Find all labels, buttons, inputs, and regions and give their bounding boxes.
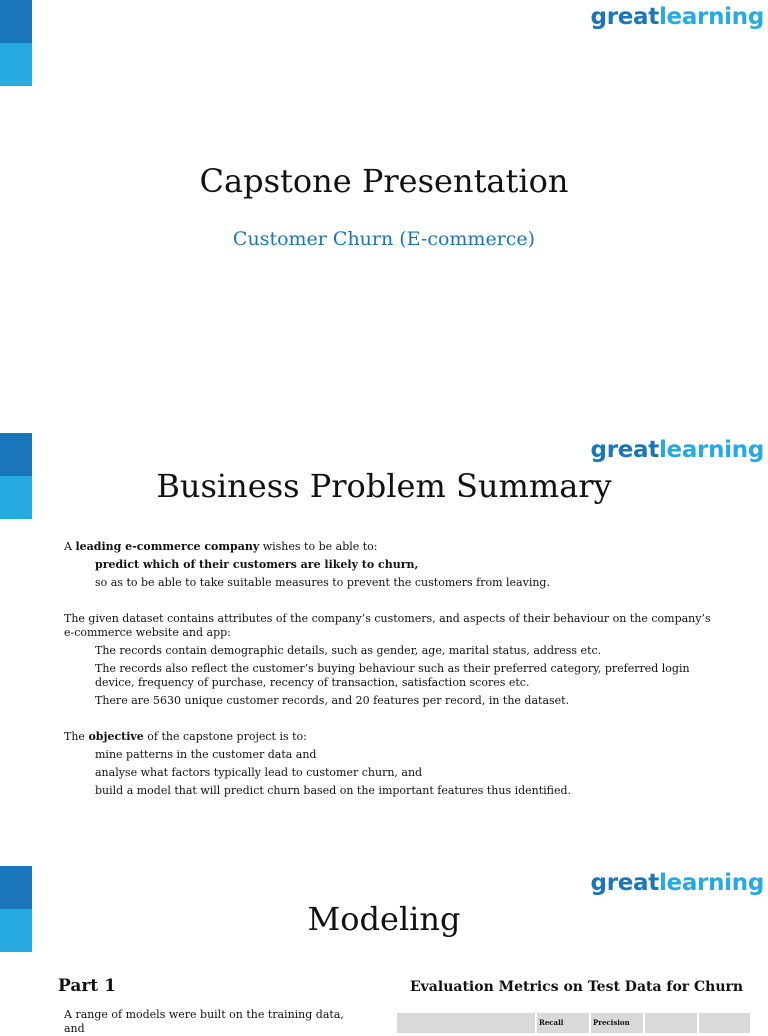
slide-modeling: [0, 866, 768, 1035]
metrics-table-title: Evaluation Metrics on Test Data for Churn: [410, 979, 744, 995]
column-divider: [643, 1013, 645, 1033]
accent-bar-dark: [0, 0, 32, 43]
dataset-point: The records also reflect the customer’s buying behaviour such as their preferred category, preferred login device, frequency of purchase, recency of transaction, satisfaction scores etc.: [95, 662, 690, 689]
column-header-precision: Precision: [593, 1018, 630, 1027]
greatlearning-logo: greatlearning: [590, 870, 764, 896]
presentation-subtitle: Customer Churn (E-commerce): [232, 228, 536, 250]
column-divider: [697, 1013, 699, 1033]
objective-point: build a model that will predict churn based on the important features thus identified.: [95, 784, 572, 797]
dataset-point: There are 5630 unique customer records, and 20 features per record, in the dataset.: [95, 694, 570, 707]
column-divider: [589, 1013, 591, 1033]
column-divider: [535, 1013, 537, 1033]
greatlearning-logo: greatlearning: [590, 437, 764, 463]
objective-point: mine patterns in the customer data and: [95, 748, 317, 761]
accent-bar-light: [0, 43, 32, 86]
goal-rest-line: so as to be able to take suitable measures to prevent the customers from leaving.: [95, 576, 550, 589]
metrics-table-header: [397, 1013, 750, 1033]
slide-title: [0, 0, 768, 433]
greatlearning-logo: greatlearning: [590, 4, 764, 30]
column-header-recall: Recall: [539, 1018, 564, 1027]
intro-line: A leading e-commerce company wishes to be able to:: [64, 540, 378, 553]
slide-body: [64, 540, 724, 798]
slide-title: Business Problem Summary: [156, 467, 612, 505]
objective-point: analyse what factors typically lead to customer churn, and: [95, 766, 423, 779]
slide-business-problem: [0, 433, 768, 866]
part-heading: Part 1: [58, 976, 116, 996]
slide-title: Modeling: [307, 900, 461, 938]
goal-line: predict which of their customers are likely to churn,: [95, 558, 419, 571]
dataset-point: The records contain demographic details, such as gender, age, marital status, address etc.: [95, 644, 602, 657]
presentation-title: Capstone Presentation: [199, 162, 569, 200]
dataset-intro: The given dataset contains attributes of the company’s customers, and aspects of their behaviour on the company’s e-commerce website and app:: [64, 612, 711, 639]
objective-intro: The objective of the capstone project is to:: [64, 730, 307, 743]
part-text: A range of models were built on the training data, and: [64, 1008, 344, 1035]
